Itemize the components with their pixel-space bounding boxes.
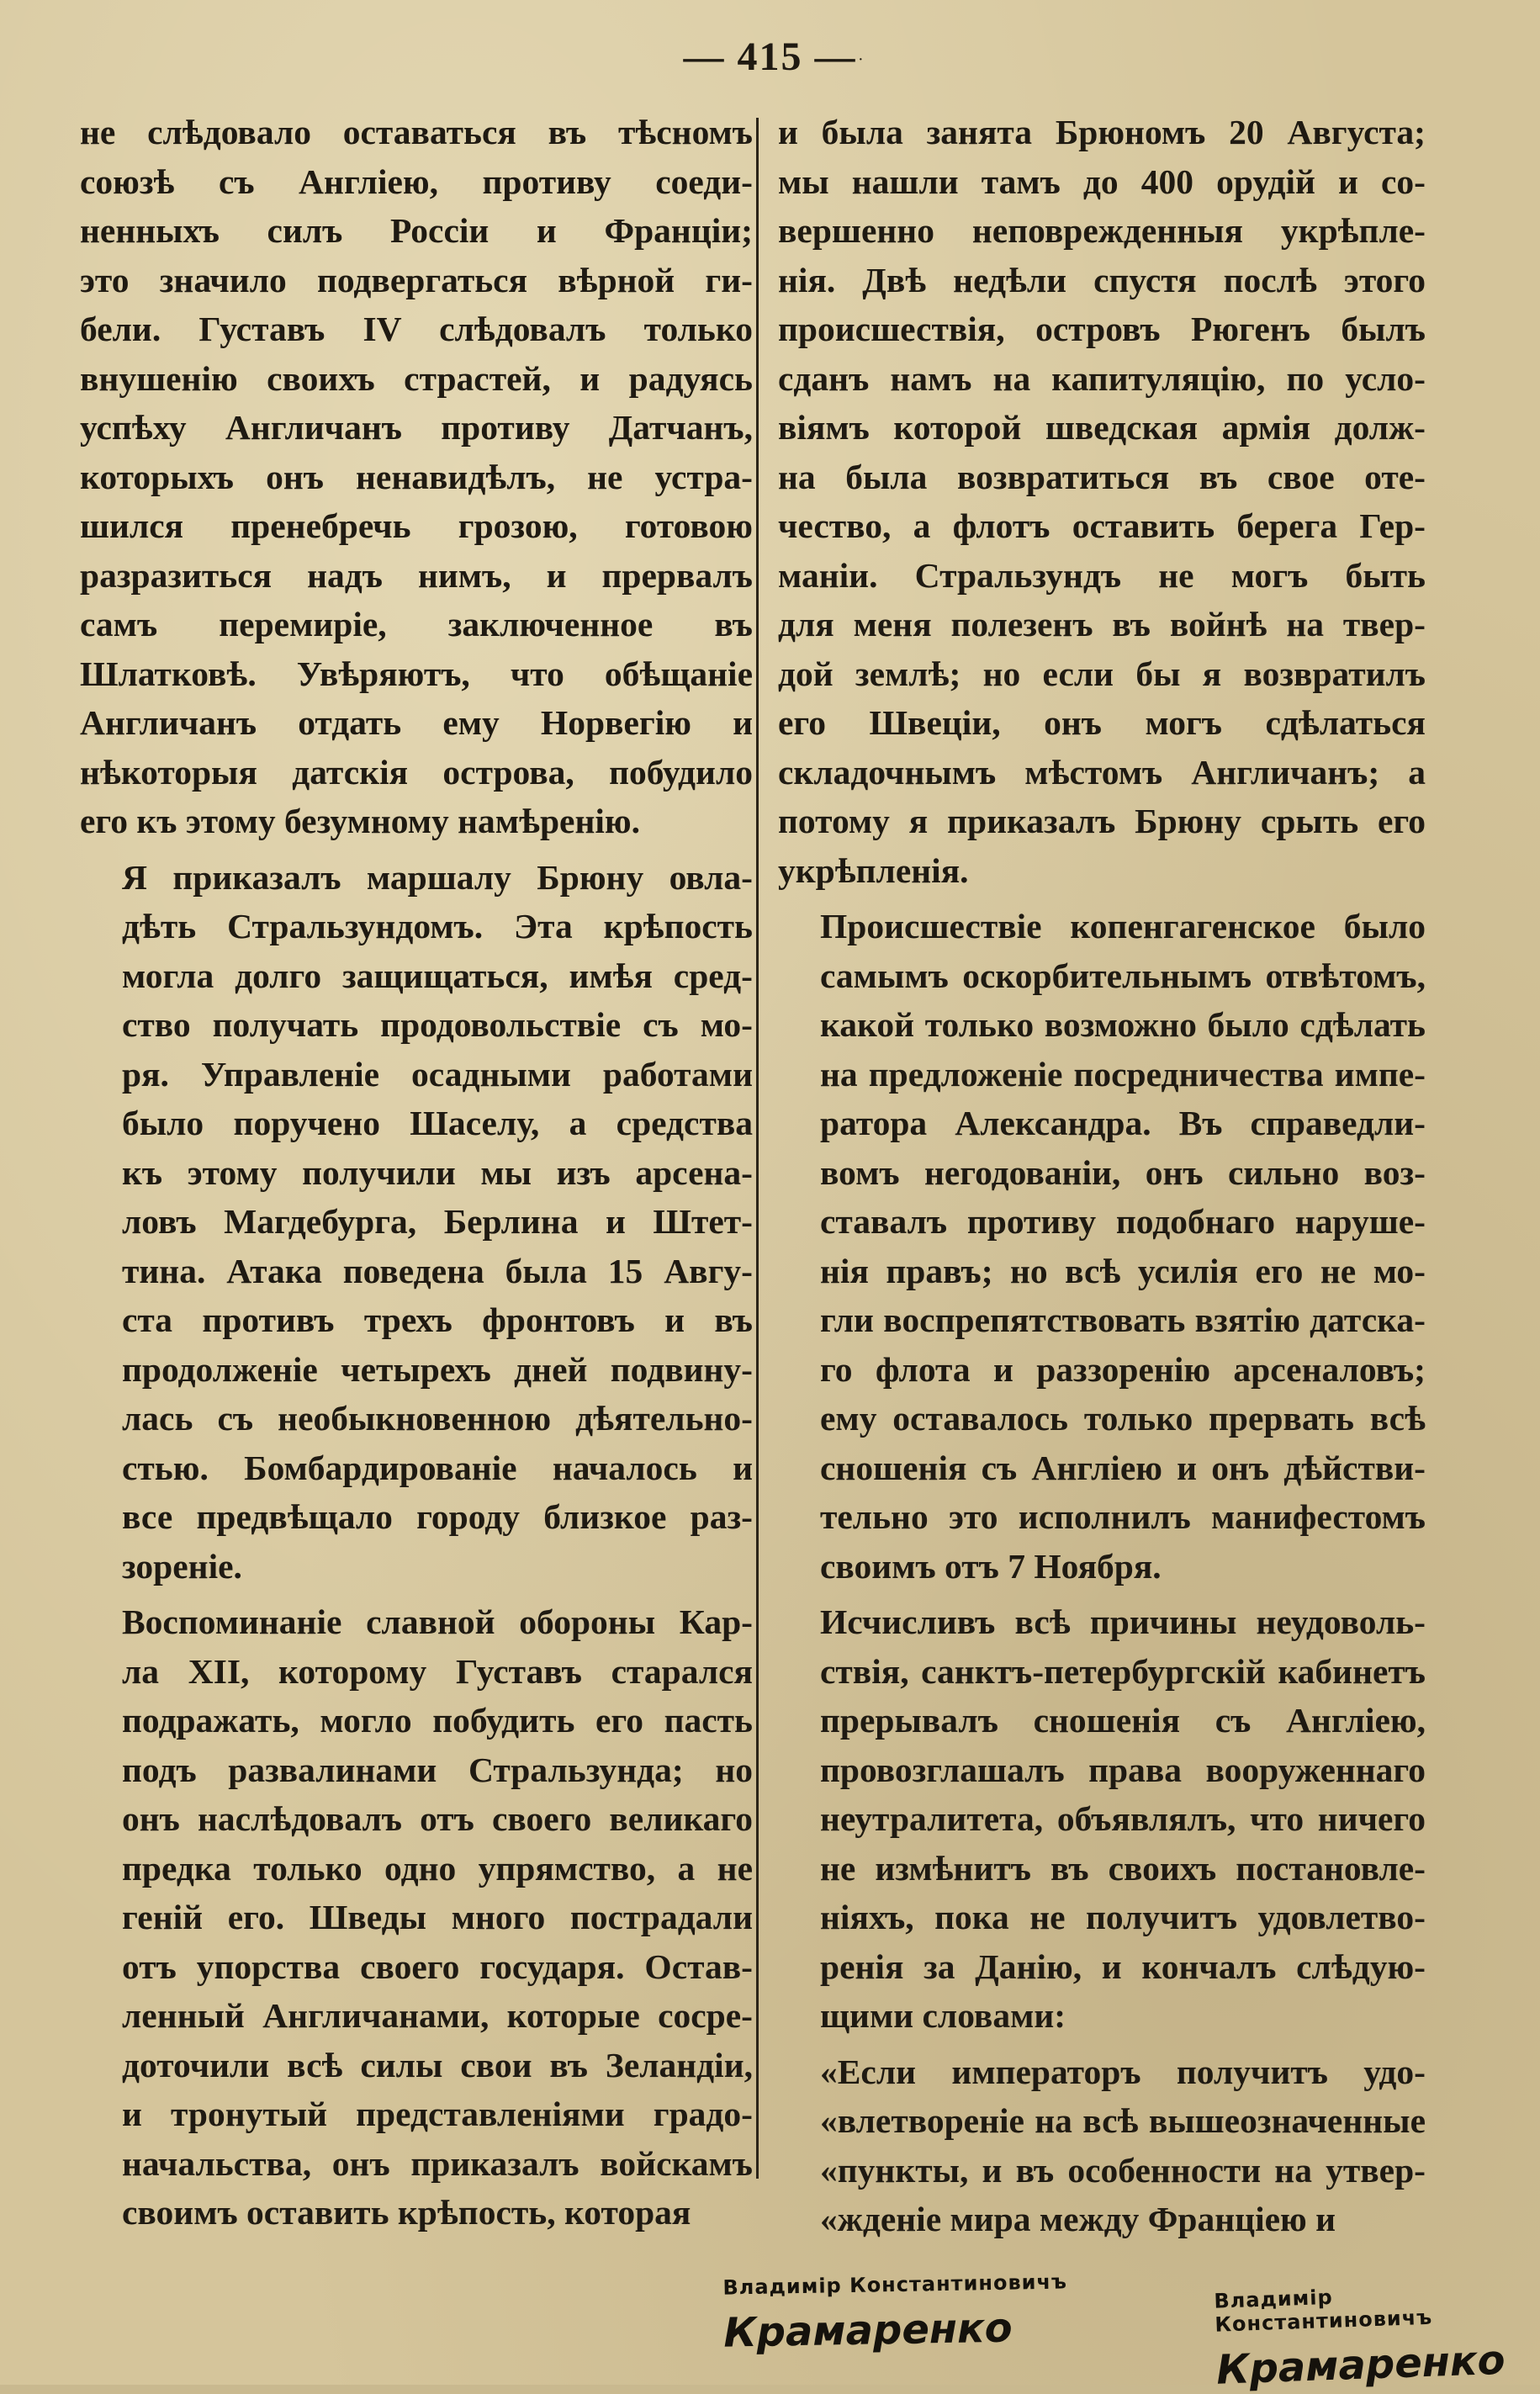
text-line: ство получать продовольствіе съ мо-	[122, 1005, 753, 1044]
text-line: Я приказалъ маршалу Брюну овла-	[122, 857, 753, 897]
text-line: какой только возможно было сдѣлать	[820, 1005, 1426, 1044]
text-line: ловъ Магдебурга, Берлина и Штет-	[122, 1202, 753, 1241]
text-line: нѣкоторыя датскія острова, побудило	[80, 752, 753, 792]
paragraph	[778, 108, 1426, 895]
text-line: «пункты, и въ особенности на утвер-	[820, 2150, 1426, 2190]
text-line: сношенія съ Англіею и онъ дѣйстви-	[820, 1448, 1426, 1487]
text-line: го флота и раззоренію арсеналовъ;	[820, 1349, 1426, 1389]
text-line: ратора Александра. Въ справедли-	[820, 1104, 1426, 1142]
stamp-name: Владимір Константиновичъ	[722, 2270, 1068, 2300]
page-number: — 415 —	[683, 34, 857, 79]
text-line: укрѣпленія.	[778, 850, 969, 890]
text-line: продолженіе четырехъ дней подвину-	[122, 1349, 753, 1389]
text-line: на предложеніе посредничества импе-	[820, 1054, 1426, 1094]
text-line: подражать, могло побудить его пасть	[122, 1701, 753, 1740]
text-line: происшествія, островъ Рюгенъ былъ	[778, 310, 1426, 348]
text-line: ставалъ противу подобнаго наруше-	[820, 1202, 1426, 1241]
text-line: своимъ оставить крѣпость, которая	[122, 2193, 691, 2232]
text-line: тина. Атака поведена была 15 Авгу-	[122, 1251, 753, 1290]
text-line: его къ этому безумному намѣренію.	[80, 802, 640, 840]
text-line: Исчисливъ всѣ причины неудоволь-	[820, 1602, 1426, 1641]
text-line: лась съ необыкновенною дѣятельно-	[122, 1399, 753, 1438]
text-line: стью. Бомбардированіе началось и	[122, 1448, 753, 1487]
stamp-name: Владимір Константиновичъ	[1213, 2285, 1433, 2337]
text-line: которыхъ онъ ненавидѣлъ, не устра-	[80, 457, 753, 496]
text-line: могла долго защищаться, имѣя сред-	[122, 956, 753, 995]
text-line: Шлатковѣ. Увѣряютъ, что обѣщаніе	[80, 654, 753, 693]
text-line: и тронутый представленіями градо-	[122, 2095, 753, 2133]
text-line: мы нашли тамъ до 400 орудій и со-	[778, 162, 1426, 201]
left-column	[80, 108, 753, 2244]
text-line: тельно это исполнилъ манифестомъ	[820, 1497, 1426, 1536]
text-line: складочнымъ мѣстомъ Англичанъ; а	[778, 752, 1426, 792]
right-column	[778, 108, 1426, 2251]
text-line: къ этому получили мы изъ арсена-	[122, 1152, 753, 1192]
text-line: разразиться надъ нимъ, и прервалъ	[80, 555, 753, 595]
text-line: чество, а флотъ оставить берега Гер-	[778, 506, 1426, 545]
text-line: это значило подвергаться вѣрной ги-	[80, 260, 753, 299]
text-line: самымъ оскорбительнымъ отвѣтомъ,	[820, 956, 1426, 995]
text-line: подъ развалинами Стральзунда; но	[122, 1750, 753, 1789]
text-line: зореніе.	[122, 1546, 242, 1586]
text-line: нія. Двѣ недѣли спустя послѣ этого	[778, 260, 1426, 299]
text-line: «Если императоръ получитъ удо-	[820, 2052, 1426, 2091]
text-line: Англичанъ отдать ему Норвегію и	[80, 703, 753, 742]
text-line: щими словами:	[820, 1996, 1066, 2035]
text-line: «влетвореніе на всѣ вышеозначенные	[820, 2101, 1426, 2140]
stamp-surname: Крамаренко	[1215, 2336, 1506, 2394]
text-line: вершенно неповрежденныя укрѣпле-	[778, 211, 1426, 250]
text-line: было поручено Шаселу, а средства	[122, 1104, 753, 1142]
paragraph	[778, 2047, 1426, 2244]
text-line: своимъ отъ 7 Ноября.	[820, 1546, 1162, 1586]
text-line: ла XII, которому Густавъ старался	[122, 1651, 753, 1691]
text-line: вомъ негодованіи, онъ сильно воз-	[820, 1152, 1426, 1192]
text-line: ренія за Данію, и кончалъ слѣдую-	[820, 1946, 1426, 1986]
text-line: не слѣдовало оставаться въ тѣсномъ	[80, 113, 753, 151]
text-line: начальства, онъ приказалъ войскамъ	[122, 2143, 753, 2183]
text-line: отъ упорства своего государя. Остав-	[122, 1946, 753, 1986]
text-line: его Швеціи, онъ могъ сдѣлаться	[778, 703, 1426, 742]
paragraph	[80, 108, 753, 846]
text-line: ря. Управленіе осадными работами	[122, 1054, 753, 1094]
owner-stamp-left	[722, 2270, 1068, 2356]
text-line: ненныхъ силъ Россіи и Франціи;	[80, 211, 753, 250]
text-line: внушенію своихъ страстей, и радуясь	[80, 358, 753, 398]
text-line: ствія, санктъ-петербургскій кабинетъ	[820, 1651, 1426, 1691]
text-line: сданъ намъ на капитуляцію, по усло-	[778, 358, 1426, 398]
text-line: «жденіе мира между Франціею и	[820, 2200, 1336, 2238]
paragraph	[80, 1597, 753, 2238]
text-line: дой землѣ; но если бы я возвратилъ	[778, 654, 1426, 693]
text-line: союзѣ съ Англіею, противу соеди-	[80, 162, 753, 201]
dust-mark: ·	[858, 50, 864, 69]
text-line: доточили всѣ силы свои въ Зеландіи,	[122, 2045, 753, 2084]
paragraph	[778, 902, 1426, 1591]
text-line: предка только одно упрямство, а не	[122, 1848, 753, 1888]
owner-stamp-right	[1214, 2278, 1540, 2393]
text-line: шился пренебречь грозою, готовою	[80, 506, 753, 545]
text-line: Воспоминаніе славной обороны Кар-	[122, 1602, 753, 1641]
text-line: не измѣнитъ въ своихъ постановле-	[820, 1848, 1426, 1888]
text-line: маніи. Стральзундъ не могъ быть	[778, 555, 1426, 595]
text-line: геній его. Шведы много пострадали	[122, 1898, 753, 1936]
text-line: потому я приказалъ Брюну срыть его	[778, 802, 1426, 840]
text-line: все предвѣщало городу близкое раз-	[122, 1497, 753, 1536]
text-line: на была возвратиться въ свое оте-	[778, 457, 1426, 496]
text-line: онъ наслѣдовалъ отъ своего великаго	[122, 1799, 753, 1838]
paragraph	[80, 853, 753, 1592]
text-line: дѣть Стральзундомъ. Эта крѣпость	[122, 907, 753, 945]
text-line: провозглашалъ права вооруженнаго	[820, 1750, 1426, 1789]
text-line: неутралитета, объявлялъ, что ничего	[820, 1799, 1426, 1838]
text-line: бели. Густавъ IV слѣдовалъ только	[80, 310, 753, 348]
text-line: ніяхъ, пока не получитъ удовлетво-	[820, 1898, 1426, 1936]
text-line: ленный Англичанами, которые сосре-	[122, 1996, 753, 2035]
text-line: успѣху Англичанъ противу Датчанъ,	[80, 408, 753, 447]
text-line: и была занята Брюномъ 20 Августа;	[778, 113, 1426, 151]
text-line: нія правъ; но всѣ усилія его не мо-	[820, 1251, 1426, 1290]
text-line: ста противъ трехъ фронтовъ и въ	[122, 1300, 753, 1339]
text-line: Происшествіе копенгагенское было	[820, 907, 1426, 945]
text-line: гли воспрепятствовать взятію датска-	[820, 1300, 1426, 1339]
text-line: ему оставалось только прервать всѣ	[820, 1399, 1426, 1438]
text-line: прерывалъ сношенія съ Англіею,	[820, 1701, 1426, 1740]
text-line: самъ перемиріе, заключенное въ	[80, 605, 753, 644]
column-divider	[756, 118, 759, 2179]
paragraph	[778, 1597, 1426, 2041]
stamp-surname: Крамаренко	[722, 2304, 1013, 2357]
text-line: віямъ которой шведская армія долж-	[778, 408, 1426, 447]
text-line: для меня полезенъ въ войнѣ на твер-	[778, 605, 1426, 644]
